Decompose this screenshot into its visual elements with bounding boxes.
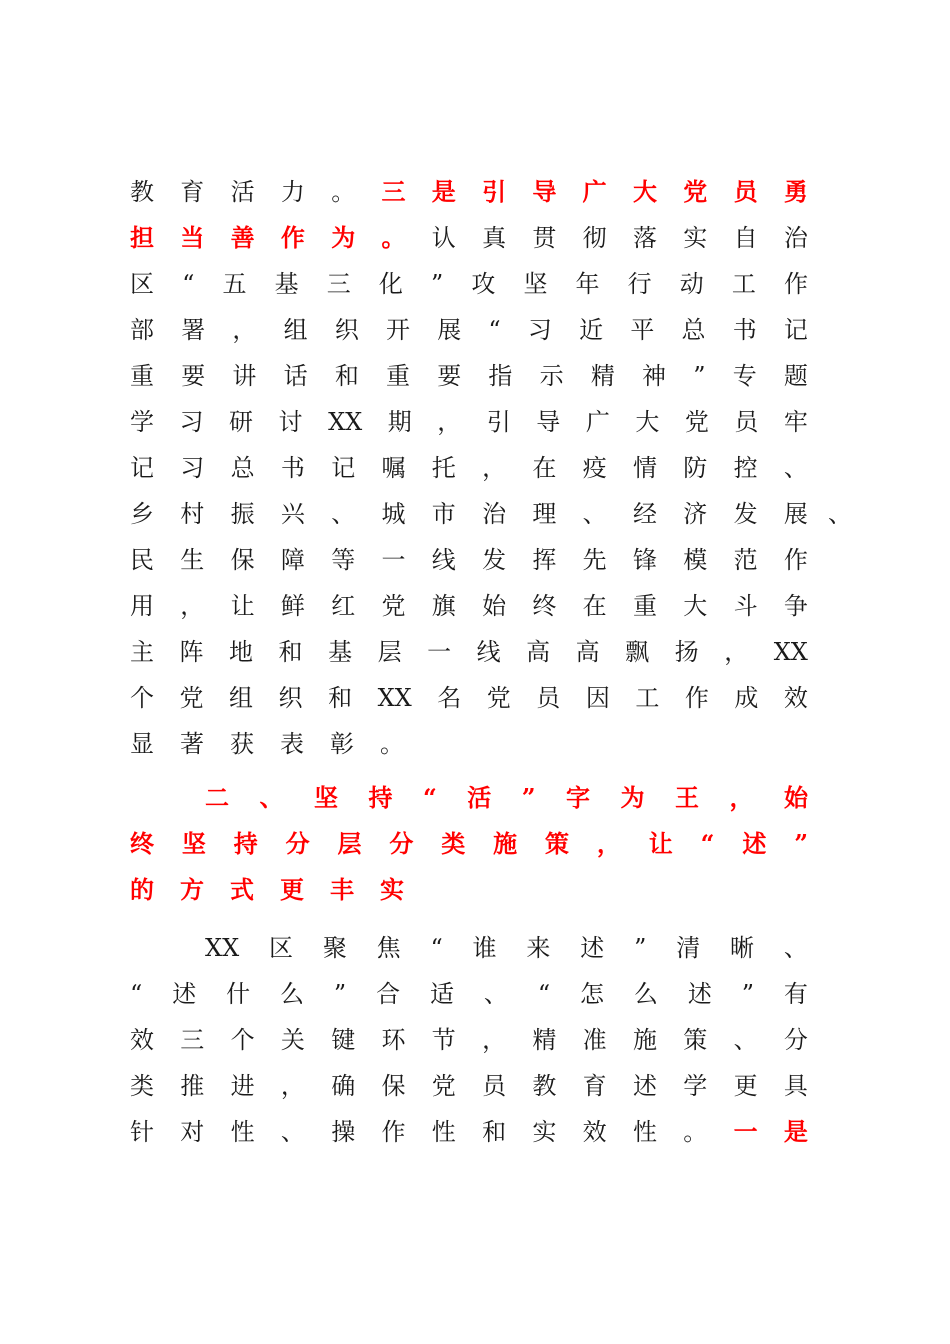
- text-char: 经: [632, 500, 657, 528]
- highlight-char: “: [422, 783, 437, 812]
- text-line: [130, 264, 808, 304]
- text-char: 理: [532, 500, 557, 528]
- highlight-char: 类: [441, 829, 466, 858]
- text-char: “: [430, 934, 443, 962]
- text-char: 和: [328, 684, 353, 712]
- highlight-char: 方: [180, 875, 204, 904]
- text-char: 么: [633, 980, 658, 1008]
- text-char: 开: [386, 316, 411, 344]
- text-char: 保: [230, 546, 255, 574]
- text-char: 重: [632, 592, 657, 620]
- highlight-char: 一: [733, 1117, 758, 1146]
- text-char: 振: [230, 500, 255, 528]
- text-char: 习: [180, 454, 205, 482]
- text-char: 学: [683, 1072, 708, 1100]
- text-char: 书: [280, 454, 305, 482]
- text-char: 疫: [582, 454, 607, 482]
- text-char: XX: [377, 684, 412, 712]
- text-char: 焦: [376, 934, 401, 962]
- text-char: 、: [280, 1118, 305, 1146]
- text-char: 记: [331, 454, 356, 482]
- highlight-char: 广: [582, 177, 607, 206]
- text-char: 斗: [733, 592, 758, 620]
- text-char: 贯: [532, 224, 557, 252]
- text-char: 展: [783, 500, 808, 528]
- text-char: 习: [179, 408, 204, 436]
- text-char: 情: [632, 454, 657, 482]
- text-char: 习: [527, 316, 552, 344]
- text-char: 署: [181, 316, 206, 344]
- text-char: XX: [773, 638, 808, 666]
- highlight-char: 更: [280, 875, 304, 904]
- highlight-char: 分: [285, 829, 310, 858]
- text-char: 治: [482, 500, 507, 528]
- text-char: 工: [635, 684, 660, 712]
- text-char: 因: [585, 684, 610, 712]
- text-char: 述: [632, 1072, 657, 1100]
- text-char: 锋: [632, 546, 657, 574]
- text-line: [130, 1066, 808, 1106]
- text-char: 活: [230, 178, 255, 206]
- text-char: 生: [180, 546, 205, 574]
- text-char: “: [488, 316, 501, 344]
- text-char: 作: [783, 546, 808, 574]
- text-char: 作: [684, 684, 709, 712]
- highlight-char: 始: [783, 783, 808, 812]
- text-char: 始: [482, 592, 507, 620]
- text-char: 进: [230, 1072, 255, 1100]
- text-line: [130, 540, 808, 580]
- highlight-char: 勇: [783, 177, 808, 206]
- text-line: [130, 586, 808, 626]
- text-char: 讨: [278, 408, 303, 436]
- text-char: 研: [229, 408, 254, 436]
- text-char: 引: [486, 408, 511, 436]
- text-char: 党: [431, 1072, 456, 1100]
- text-char: 节: [431, 1026, 456, 1054]
- text-char: 一: [427, 638, 452, 666]
- text-char: 和: [482, 1118, 507, 1146]
- text-char: 党: [684, 408, 709, 436]
- highlight-char: 式: [230, 875, 254, 904]
- text-char: 范: [733, 546, 758, 574]
- text-char: 托: [431, 454, 456, 482]
- text-char: 基: [328, 638, 353, 666]
- text-char: 化: [378, 270, 403, 298]
- text-char: 育: [582, 1072, 607, 1100]
- text-char: 更: [733, 1072, 758, 1100]
- text-char: 么: [280, 980, 304, 1008]
- text-char: 动: [679, 270, 704, 298]
- text-char: 攻: [471, 270, 496, 298]
- text-char: 环: [381, 1026, 406, 1054]
- text-char: 员: [734, 408, 759, 436]
- text-char: 线: [476, 638, 501, 666]
- text-char: 讲: [232, 362, 257, 390]
- text-char: 策: [683, 1026, 708, 1054]
- text-char: 准: [582, 1026, 607, 1054]
- text-char: ”: [430, 270, 444, 298]
- text-char: 效: [130, 1026, 154, 1054]
- text-char: 三: [180, 1026, 205, 1054]
- highlight-char: 为: [620, 783, 645, 812]
- text-char: 实: [683, 224, 708, 252]
- text-char: 乡: [130, 500, 154, 528]
- text-char: 控: [733, 454, 758, 482]
- text-line: [130, 494, 808, 534]
- highlight-char: 述: [742, 829, 767, 858]
- highlight-char: 二: [205, 783, 229, 812]
- text-char: 显: [130, 730, 154, 758]
- highlight-char: 党: [683, 177, 708, 206]
- highlight-char: 层: [337, 829, 362, 858]
- text-char: 实: [532, 1118, 557, 1146]
- text-char: ，: [724, 638, 749, 666]
- text-char: 主: [130, 638, 154, 666]
- text-char: 大: [683, 592, 708, 620]
- highlight-char: 是: [431, 177, 456, 206]
- highlight-char: 引: [482, 177, 507, 206]
- text-char: 教: [130, 178, 154, 206]
- text-char: 地: [229, 638, 254, 666]
- text-char: 聚: [322, 934, 347, 962]
- text-char: 终: [532, 592, 557, 620]
- text-line: [130, 218, 808, 258]
- text-char: 记: [130, 454, 154, 482]
- text-char: 、: [331, 500, 356, 528]
- text-char: 合: [376, 980, 401, 1008]
- text-char: 员: [482, 1072, 507, 1100]
- highlight-char: 的: [130, 875, 154, 904]
- text-char: 党: [486, 684, 511, 712]
- text-char: 学: [130, 408, 154, 436]
- highlight-char: 。: [381, 223, 406, 252]
- highlight-char: 善: [230, 223, 255, 252]
- text-char: 展: [437, 316, 462, 344]
- text-char: 真: [482, 224, 507, 252]
- text-char: 发: [733, 500, 758, 528]
- highlight-char: 策: [545, 829, 569, 858]
- text-char: 总: [230, 454, 255, 482]
- highlight-char: 施: [493, 829, 518, 858]
- text-char: 类: [130, 1072, 154, 1100]
- text-char: ”: [741, 980, 754, 1008]
- text-char: 效: [582, 1118, 607, 1146]
- text-char: 怎: [580, 980, 604, 1008]
- text-char: 障: [280, 546, 305, 574]
- highlight-char: 持: [233, 829, 258, 858]
- text-char: 认: [431, 224, 456, 252]
- text-line: [205, 928, 808, 968]
- text-char: 彰: [330, 730, 354, 758]
- highlight-char: 坚: [313, 783, 338, 812]
- text-char: 彻: [582, 224, 607, 252]
- text-char: 关: [280, 1026, 305, 1054]
- text-char: 话: [283, 362, 308, 390]
- highlight-char: 分: [389, 829, 414, 858]
- text-char: 济: [683, 500, 708, 528]
- text-char: ，: [232, 316, 257, 344]
- text-char: 民: [130, 546, 154, 574]
- text-char: 区: [130, 270, 154, 298]
- text-char: 性: [230, 1118, 255, 1146]
- text-char: 让: [230, 592, 255, 620]
- highlight-char: 是: [783, 1117, 808, 1146]
- text-char: 重: [386, 362, 411, 390]
- text-char: 层: [377, 638, 402, 666]
- text-char: 牢: [783, 408, 808, 436]
- text-char: 落: [632, 224, 657, 252]
- text-char: 在: [532, 454, 557, 482]
- text-char: 近: [579, 316, 604, 344]
- text-char: 来: [526, 934, 551, 962]
- text-char: 广: [585, 408, 610, 436]
- text-char: 。: [683, 1118, 708, 1146]
- text-char: 、: [582, 500, 607, 528]
- text-char: XX: [205, 934, 240, 962]
- text-char: 精: [532, 1026, 557, 1054]
- text-char: ”: [693, 362, 706, 390]
- text-char: 分: [783, 1026, 808, 1054]
- text-char: 、: [783, 454, 808, 482]
- highlight-char: 终: [130, 829, 154, 858]
- text-char: 年: [575, 270, 600, 298]
- highlight-char: 王: [674, 783, 699, 812]
- text-char: 力: [280, 178, 305, 206]
- highlight-char: 当: [180, 223, 205, 252]
- text-char: 区: [269, 934, 293, 962]
- text-char: 指: [488, 362, 513, 390]
- text-char: 和: [334, 362, 359, 390]
- text-char: 大: [635, 408, 660, 436]
- text-char: 有: [783, 980, 808, 1008]
- text-char: ，: [482, 1026, 507, 1054]
- text-char: 、: [733, 1026, 758, 1054]
- text-char: 争: [783, 592, 808, 620]
- text-char: 一: [381, 546, 406, 574]
- highlight-char: ，: [596, 829, 621, 858]
- text-char: 作: [381, 1118, 406, 1146]
- text-char: 获: [230, 730, 254, 758]
- text-line: [130, 870, 808, 910]
- text-char: 三: [326, 270, 351, 298]
- highlight-char: 员: [733, 177, 758, 206]
- highlight-char: 让: [648, 829, 673, 858]
- text-char: 员: [536, 684, 561, 712]
- text-char: 和: [278, 638, 303, 666]
- text-char: 。: [331, 178, 356, 206]
- text-char: 著: [180, 730, 204, 758]
- text-line: [130, 1020, 808, 1060]
- text-char: 发: [482, 546, 507, 574]
- text-char: 扬: [674, 638, 699, 666]
- text-char: ”: [634, 934, 647, 962]
- text-char: 名: [437, 684, 462, 712]
- text-char: 题: [783, 362, 808, 390]
- text-char: 针: [130, 1118, 154, 1146]
- text-char: 具: [783, 1072, 808, 1100]
- text-char: 导: [536, 408, 561, 436]
- text-char: 书: [732, 316, 757, 344]
- text-char: 适: [430, 980, 454, 1008]
- text-char: ，: [482, 454, 507, 482]
- text-char: 平: [630, 316, 655, 344]
- highlight-char: 三: [381, 177, 406, 206]
- text-char: ，: [180, 592, 205, 620]
- text-char: 坚: [523, 270, 548, 298]
- text-char: “: [537, 980, 551, 1008]
- text-char: 防: [683, 454, 708, 482]
- highlight-char: 字: [566, 783, 591, 812]
- text-char: ，: [280, 1072, 305, 1100]
- text-line: [130, 1112, 808, 1152]
- highlight-char: 担: [130, 223, 154, 252]
- highlight-char: 为: [331, 223, 356, 252]
- highlight-char: ，: [729, 783, 754, 812]
- text-char: 嘱: [381, 454, 406, 482]
- highlight-char: ”: [794, 829, 808, 858]
- text-char: 党: [381, 592, 406, 620]
- text-char: “: [130, 980, 143, 1008]
- text-char: 城: [381, 500, 406, 528]
- highlight-char: 坚: [181, 829, 206, 858]
- text-char: 要: [181, 362, 206, 390]
- text-line: [130, 448, 808, 488]
- text-char: 鲜: [280, 592, 305, 620]
- text-char: 用: [130, 592, 154, 620]
- text-line: [130, 678, 808, 718]
- text-char: 织: [278, 684, 303, 712]
- text-line: [130, 824, 808, 864]
- overflow-punctuation: 、: [828, 500, 852, 528]
- text-line: [205, 778, 808, 818]
- highlight-char: 导: [532, 177, 557, 206]
- text-char: 要: [437, 362, 462, 390]
- text-char: 、: [783, 934, 808, 962]
- text-char: 成: [734, 684, 759, 712]
- text-char: 个: [130, 684, 154, 712]
- text-line: [130, 632, 808, 672]
- text-char: 等: [331, 546, 356, 574]
- highlight-char: 丰: [330, 875, 354, 904]
- text-char: 确: [331, 1072, 356, 1100]
- highlight-char: 活: [467, 783, 492, 812]
- text-char: 部: [130, 316, 154, 344]
- text-char: 兴: [280, 500, 305, 528]
- text-char: 施: [632, 1026, 657, 1054]
- text-char: 线: [431, 546, 456, 574]
- text-char: 市: [431, 500, 456, 528]
- text-char: 神: [642, 362, 667, 390]
- text-char: 操: [331, 1118, 356, 1146]
- highlight-char: 、: [259, 783, 284, 812]
- text-char: 述: [580, 934, 605, 962]
- text-char: 、: [483, 980, 508, 1008]
- text-char: 红: [331, 592, 356, 620]
- text-char: 键: [331, 1026, 356, 1054]
- text-char: 什: [226, 980, 251, 1008]
- text-char: 述: [172, 980, 197, 1008]
- text-char: 谁: [472, 934, 497, 962]
- text-char: 在: [582, 592, 607, 620]
- text-char: 飘: [625, 638, 650, 666]
- highlight-char: 大: [632, 177, 657, 206]
- text-char: “: [182, 270, 195, 298]
- text-char: 重: [130, 362, 154, 390]
- text-char: 组: [283, 316, 308, 344]
- text-char: 对: [180, 1118, 205, 1146]
- text-char: 行: [627, 270, 652, 298]
- text-line: [130, 402, 808, 442]
- text-char: 保: [381, 1072, 406, 1100]
- text-char: 示: [539, 362, 564, 390]
- text-char: 先: [582, 546, 607, 574]
- text-line: [130, 172, 808, 212]
- text-char: 总: [681, 316, 706, 344]
- text-char: 织: [334, 316, 359, 344]
- text-char: 晰: [730, 934, 755, 962]
- text-char: 五: [222, 270, 247, 298]
- text-char: ”: [333, 980, 347, 1008]
- text-char: 高: [575, 638, 600, 666]
- text-char: 记: [783, 316, 808, 344]
- text-char: 基: [274, 270, 299, 298]
- text-char: 阵: [179, 638, 204, 666]
- highlight-char: 持: [368, 783, 393, 812]
- text-char: XX: [328, 408, 363, 436]
- text-char: 自: [733, 224, 758, 252]
- text-char: 性: [431, 1118, 456, 1146]
- text-char: 村: [180, 500, 205, 528]
- text-char: 治: [783, 224, 808, 252]
- highlight-char: “: [700, 829, 715, 858]
- highlight-char: ”: [521, 783, 536, 812]
- text-char: 育: [180, 178, 205, 206]
- text-char: 旗: [431, 592, 456, 620]
- text-char: 挥: [532, 546, 557, 574]
- text-char: 组: [229, 684, 254, 712]
- text-line: [130, 974, 808, 1014]
- text-char: 作: [783, 270, 808, 298]
- highlight-char: 作: [280, 223, 305, 252]
- text-char: 清: [676, 934, 701, 962]
- text-char: 高: [526, 638, 551, 666]
- text-char: 。: [380, 730, 404, 758]
- text-line: [130, 310, 808, 350]
- text-char: 工: [731, 270, 756, 298]
- text-line: [130, 356, 808, 396]
- text-char: 个: [230, 1026, 255, 1054]
- text-char: 推: [180, 1072, 205, 1100]
- text-char: 效: [783, 684, 808, 712]
- text-char: 表: [280, 730, 304, 758]
- text-char: ，: [437, 408, 462, 436]
- text-char: 精: [590, 362, 615, 390]
- text-char: 期: [387, 408, 412, 436]
- highlight-char: 实: [380, 875, 404, 904]
- text-line: [130, 724, 808, 764]
- text-char: 教: [532, 1072, 557, 1100]
- text-char: 专: [732, 362, 757, 390]
- text-char: 模: [683, 546, 708, 574]
- text-char: 性: [632, 1118, 657, 1146]
- text-char: 述: [687, 980, 712, 1008]
- text-char: 党: [179, 684, 204, 712]
